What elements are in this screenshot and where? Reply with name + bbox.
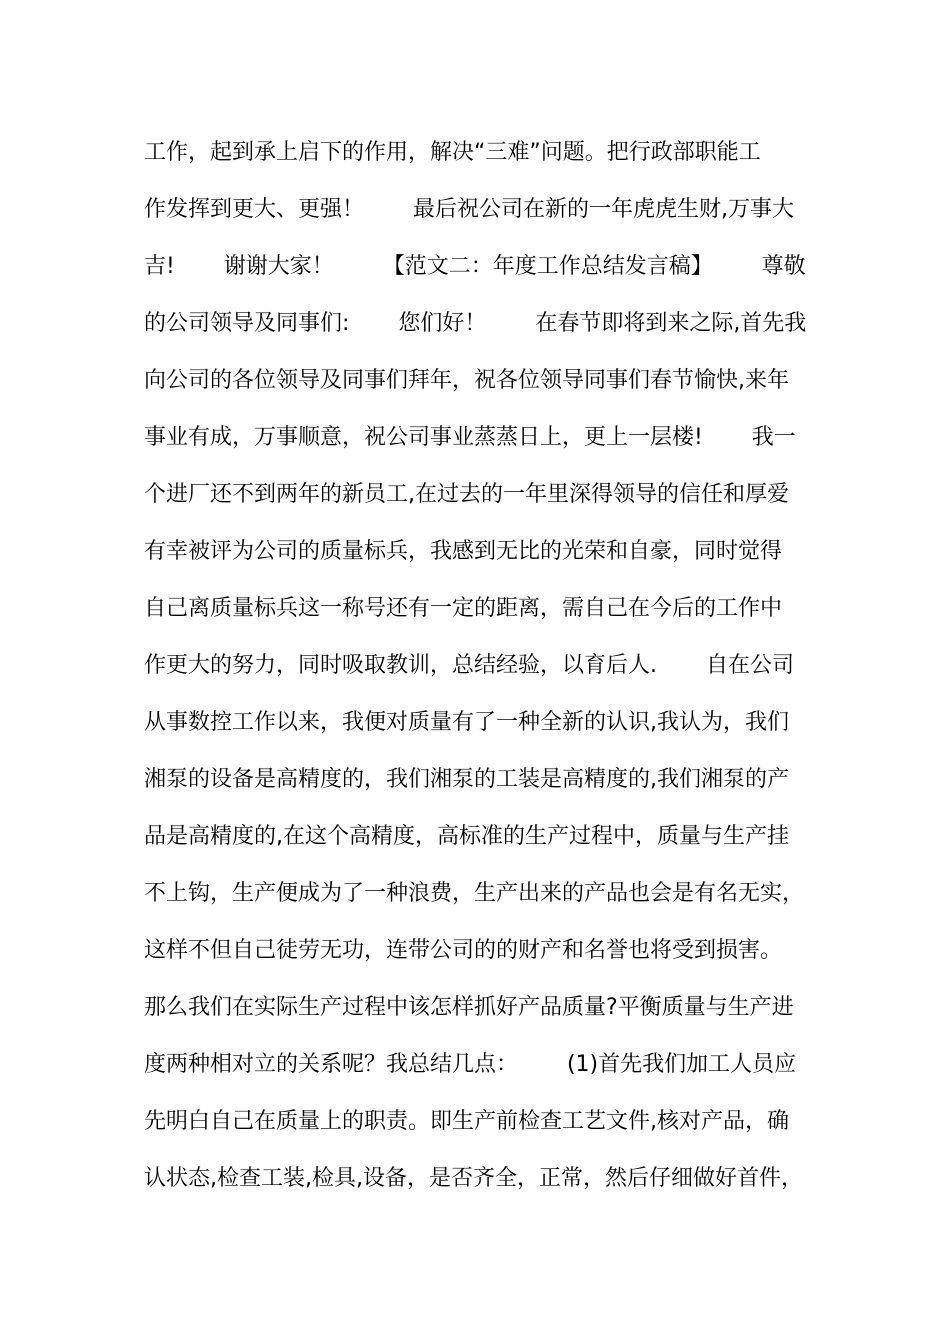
text-line: 工作，起到承上启下的作用，解决“三难”问题。把行政部职能工 xyxy=(144,140,761,165)
text-line: 湘泵的设备是高精度的，我们湘泵的工装是高精度的,我们湘泵的产 xyxy=(144,767,789,792)
text-line: 度两种相对立的关系呢？我总结几点： (1)首先我们加工人员应 xyxy=(144,1052,797,1077)
text-line: 先明白自己在质量上的职责。即生产前检查工艺文件,核对产品，确 xyxy=(144,1109,789,1134)
text-line: 向公司的各位领导及同事们拜年，祝各位领导同事们春节愉快,来年 xyxy=(144,368,789,393)
text-line: 事业有成，万事顺意，祝公司事业蒸蒸日上，更上一层楼! 我一 xyxy=(144,425,796,450)
text-line: 那么我们在实际生产过程中该怎样抓好产品质量?平衡质量与生产进 xyxy=(144,995,794,1020)
text-line: 作更大的努力，同时吸取教训，总结经验，以育后人. 自在公司 xyxy=(144,653,794,678)
text-line: 个进厂还不到两年的新员工,在过去的一年里深得领导的信任和厚爱 xyxy=(144,482,789,507)
text-line: 从事数控工作以来，我便对质量有了一种全新的认识,我认为，我们 xyxy=(144,710,789,735)
text-line: 这样不但自己徒劳无功，连带公司的的财产和名誉也将受到损害。 xyxy=(144,938,783,963)
text-line: 有幸被评为公司的质量标兵，我感到无比的光荣和自豪，同时觉得 xyxy=(144,539,783,564)
text-line: 不上钩，生产便成为了一种浪费，生产出来的产品也会是有名无实， xyxy=(144,881,805,906)
text-line: 认状态,检查工装,检具,设备，是否齐全，正常，然后仔细做好首件， xyxy=(144,1166,803,1191)
text-line: 的公司领导及同事们: 您们好！ 在春节即将到来之际,首先我 xyxy=(144,311,807,336)
text-line: 作发挥到更大、更强！ 最后祝公司在新的一年虎虎生财,万事大 xyxy=(144,197,794,222)
text-line: 自己离质量标兵这一称号还有一定的距离，需自己在今后的工作中 xyxy=(144,596,783,621)
text-line: 吉! 谢谢大家！ 【范文二：年度工作总结发言稿】 尊敬 xyxy=(144,254,806,279)
text-line: 品是高精度的,在这个高精度，高标准的生产过程中，质量与生产挂 xyxy=(144,824,789,849)
body-text xyxy=(144,124,824,1207)
